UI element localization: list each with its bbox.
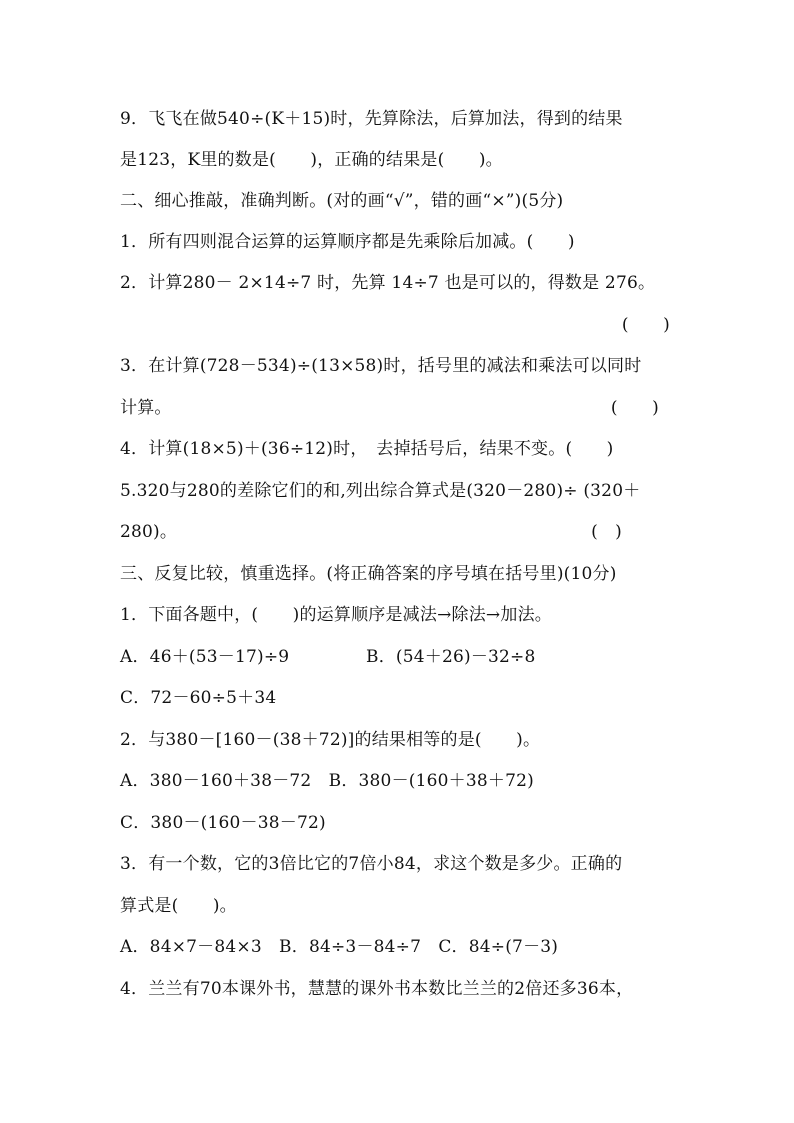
judge-q5-line1: 5.320与280的差除它们的和,列出综合算式是(320－280)÷ (320＋ [120,481,641,501]
choice-q1-option-a: A．46＋(53－17)÷9 [120,647,290,667]
choice-q4-line1: 4．兰兰有70本课外书，慧慧的课外书本数比兰兰的2倍还多36本， [120,979,634,999]
choice-q2-option-c: C．380－(160－38－72) [120,813,326,833]
q9-line1: 9．飞飞在做540÷(K＋15)时，先算除法，后算加法，得到的结果 [120,109,623,129]
choice-q1-option-c: C．72－60÷5＋34 [120,688,277,708]
choice-q3-line1: 3．有一个数，它的3倍比它的7倍小84，求这个数是多少。正确的 [120,854,623,874]
judge-q2: 2．计算280－ 2×14÷7 时，先算 14÷7 也是可以的，得数是 276。 [120,273,656,293]
judge-q3-answer-blank: ( ) [610,398,659,418]
choice-q3-options: A．84×7－84×3 B．84÷3－84÷7 C．84÷(7－3) [120,937,559,957]
choice-q3-line2: 算式是( )。 [120,896,237,916]
judge-q4: 4．计算(18×5)＋(36÷12)时， 去掉括号后，结果不变。( ) [120,439,614,459]
section2-heading: 二、细心推敲，准确判断。(对的画“√”，错的画“×”)(5分) [120,191,564,211]
section3-heading: 三、反复比较，慎重选择。(将正确答案的序号填在括号里)(10分) [120,564,617,584]
judge-q5-line2: 280)。 [120,522,178,542]
judge-q2-answer-blank: ( ) [621,315,670,335]
judge-q3-line1: 3．在计算(728－534)÷(13×58)时，括号里的减法和乘法可以同时 [120,356,642,376]
judge-q3-line2: 计算。 [120,398,172,418]
judge-q1: 1．所有四则混合运算的运算顺序都是先乘除后加减。( ) [120,232,575,252]
judge-q5-answer-blank: ( ) [591,522,622,542]
choice-q1-option-b: B．(54＋26)－32÷8 [366,647,536,667]
choice-q2: 2．与380－[160－(38＋72)]的结果相等的是( )。 [120,730,541,750]
q9-line2: 是123，K里的数是( )，正确的结果是( )。 [120,150,503,170]
choice-q1: 1．下面各题中，( )的运算顺序是减法→除法→加法。 [120,605,552,625]
choice-q2-options-ab: A．380－160＋38－72 B．380－(160＋38＋72) [120,771,534,791]
